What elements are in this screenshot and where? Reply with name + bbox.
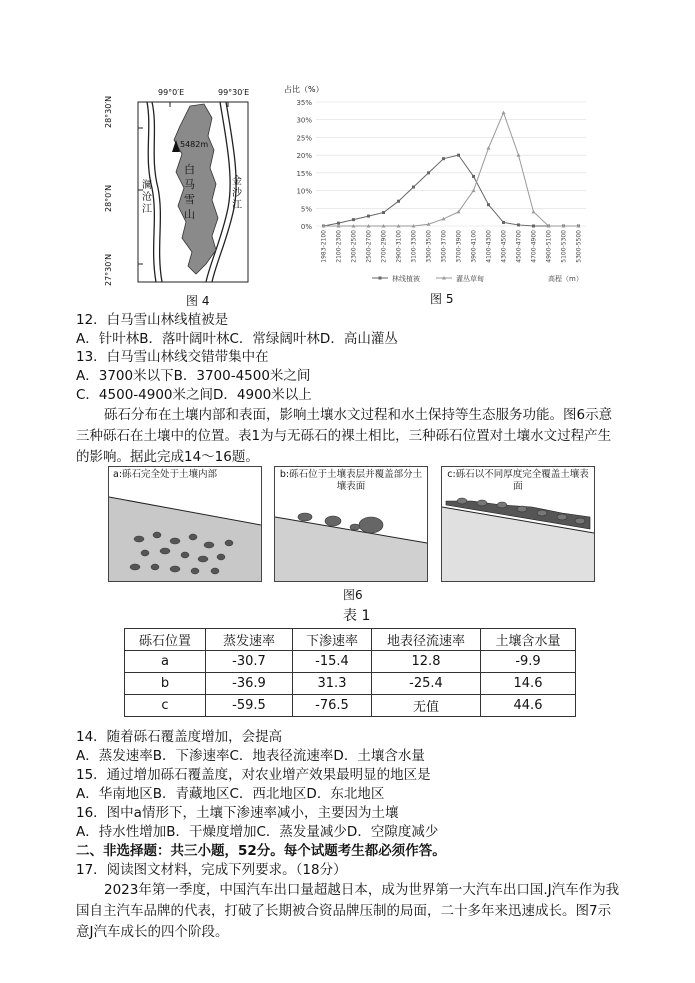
x-tick-label: 3500-3700 (440, 230, 448, 263)
data-point (457, 154, 460, 157)
data-point (532, 210, 536, 214)
table-cell: -36.9 (206, 673, 293, 695)
fig4-river-left-label: 澜沧江 (142, 180, 152, 215)
data-point (502, 221, 505, 224)
x-tick-label: 4900-5100 (545, 230, 553, 263)
data-point (532, 225, 535, 228)
legend-label-1: 林线植被 (392, 275, 420, 283)
table-cell: -76.5 (293, 695, 372, 717)
x-tick-label: 3300-3500 (425, 230, 433, 263)
y-tick-label: 20% (296, 152, 312, 161)
table-row (125, 673, 576, 695)
x-tick-label: 2700-2900 (380, 230, 388, 263)
fig6-panel-a-drawing (109, 467, 261, 581)
q13-options-1: A．3700米以下B．3700-4500米之间 (76, 368, 311, 384)
table1-header: 砾石位置 (125, 629, 206, 651)
x-tick-label: 4700-4900 (530, 230, 538, 263)
x-tick-label: 2100-2300 (335, 230, 343, 263)
x-axis-label: 高程（m） (548, 275, 583, 283)
q13-options-2: C．4500-4900米之间D．4900米以上 (76, 387, 312, 403)
q13-stem: 13．白马雪山林线交错带集中在 (76, 349, 269, 365)
table1-header: 地表径流速率 (372, 629, 481, 651)
table-cell: a (125, 651, 206, 673)
x-tick-label: 5100-5300 (560, 230, 568, 263)
data-point (382, 211, 385, 214)
y-tick-label: 25% (296, 134, 312, 143)
table-cell: 12.8 (372, 651, 481, 673)
table1-header: 蒸发速率 (206, 629, 293, 651)
data-point (367, 215, 370, 218)
q15-stem: 15．通过增加砾石覆盖度，对农业增产效果最明显的地区是 (76, 767, 431, 783)
data-point (427, 171, 430, 174)
fig5-chart (280, 96, 600, 286)
table-row (125, 695, 576, 717)
q16-stem: 16．图中a情形下，土壤下渗速率减小，主要因为土壤 (76, 805, 399, 821)
y-tick-label: 5% (300, 205, 312, 214)
legend-label-2: 灌丛草甸 (456, 275, 484, 283)
fig6-panel-b-label: b:砾石位于土壤表层并覆盖部分土壤表面 (279, 469, 423, 492)
table-cell: b (125, 673, 206, 695)
y-tick-label: 35% (296, 99, 312, 107)
x-tick-label: 2500-2700 (365, 230, 373, 263)
x-tick-label: 2900-3100 (395, 230, 403, 263)
table1-header: 下渗速率 (293, 629, 372, 651)
fig4-lat-label-3: 27°30′N (104, 253, 113, 286)
data-point (397, 200, 400, 203)
x-tick-label: 3700-3900 (455, 230, 463, 263)
q17-stem: 17．阅读图文材料，完成下列要求。（18分） (76, 862, 347, 878)
x-tick-label: 4100-4300 (485, 230, 493, 263)
x-tick-label: 5300-5500 (575, 230, 583, 263)
section-2-heading: 二、非选择题：共三小题，52分。每个试题考生都必须作答。 (76, 843, 446, 859)
data-point (352, 218, 355, 221)
table1-header: 土壤含水量 (481, 629, 576, 651)
fig4-peak-label: 5482m (180, 140, 209, 149)
fig4-lon-label-1: 99°0′E (158, 88, 185, 97)
table-cell: 44.6 (481, 695, 576, 717)
fig6-panel-b (274, 466, 428, 582)
q14-stem: 14．随着砾石覆盖度增加，会提高 (76, 729, 283, 745)
data-point (517, 223, 520, 226)
table-cell: -9.9 (481, 651, 576, 673)
q12-stem: 12．白马雪山林线植被是 (76, 312, 229, 328)
x-tick-label: 3900-4100 (470, 230, 478, 263)
legend-marker-1 (379, 277, 382, 280)
data-point (487, 203, 490, 206)
y-tick-label: 30% (296, 116, 312, 125)
q12-options: A．针叶林B．落叶阔叶林C．常绿阔叶林D．高山灌丛 (76, 331, 398, 347)
fig5-caption: 图 5 (430, 292, 454, 306)
fig4-lon-label-2: 99°30′E (218, 88, 250, 97)
table-cell: 无值 (372, 695, 481, 717)
q15-options: A．华南地区B．青藏地区C．西北地区D．东北地区 (76, 786, 385, 802)
table1-title: 表 1 (343, 608, 371, 624)
y-tick-label: 0% (300, 223, 312, 231)
table-cell: -15.4 (293, 651, 372, 673)
intro-paragraph: 砾石分布在土壤内部和表面，影响土壤水文过程和水土保持等生态服务功能。图6示意三种砾石在土壤中的位置。表1为与无砾石的裸土相比，三种砾石位置对土壤水文过程产生的影响。据此完成14～16题。 (76, 407, 613, 465)
fig6-panel-c (441, 466, 595, 582)
fig4-river-right-label: 金沙江 (232, 176, 242, 211)
x-tick-label: 2300-2500 (350, 230, 358, 263)
table-cell: -25.4 (372, 673, 481, 695)
fig4-lat-label-2: 28°0′N (104, 184, 113, 212)
table-cell: c (125, 695, 206, 717)
q17-material: 2023年第一季度，中国汽车出口量超越日本，成为世界第一大汽车出口国.J汽车作为我国自主汽车品牌的代表，打破了长期被合资品牌压制的局面，二十多年来迅速成长。图7示意J汽车成长的四个阶段。 (76, 882, 620, 940)
fig4-caption: 图 4 (186, 294, 210, 308)
x-tick-label: 1983-2100 (320, 230, 328, 263)
table-cell: -59.5 (206, 695, 293, 717)
series-line-2 (324, 113, 579, 226)
fig6-caption: 图6 (343, 588, 363, 602)
fig6-panel-a-label: a:砾石完全处于土壤内部 (113, 469, 218, 480)
fig4-lat-label-1: 28°30′N (104, 95, 113, 128)
fig6-panel-a (108, 466, 262, 582)
y-tick-label: 10% (296, 187, 312, 196)
x-tick-label: 4500-4700 (515, 230, 523, 263)
data-point (412, 186, 415, 189)
q16-options: A．持水性增加B．干燥度增加C．蒸发量减少D．空隙度减少 (76, 824, 439, 840)
fig4-mountain-label: 白马雪山 (184, 163, 195, 221)
table1 (124, 628, 576, 717)
data-point (442, 157, 445, 160)
table-cell: -30.7 (206, 651, 293, 673)
y-tick-label: 15% (296, 169, 312, 178)
q14-options: A．蒸发速率B．下渗速率C．地表径流速率D．土壤含水量 (76, 748, 425, 764)
fig6-panel-c-label: c:砾石以不同厚度完全覆盖土壤表面 (447, 469, 589, 492)
table-cell: 14.6 (481, 673, 576, 695)
data-point (472, 175, 475, 178)
fig6-panel-c-drawing (442, 467, 594, 581)
data-point (502, 111, 506, 115)
fig6-panel-b-drawing (275, 467, 427, 581)
table-cell: 31.3 (293, 673, 372, 695)
fig5-ylabel: 占比（%） (284, 85, 324, 94)
x-tick-label: 3100-3300 (410, 230, 418, 263)
data-point (487, 146, 491, 150)
x-tick-label: 4300-4500 (500, 230, 508, 263)
table-row (125, 651, 576, 673)
